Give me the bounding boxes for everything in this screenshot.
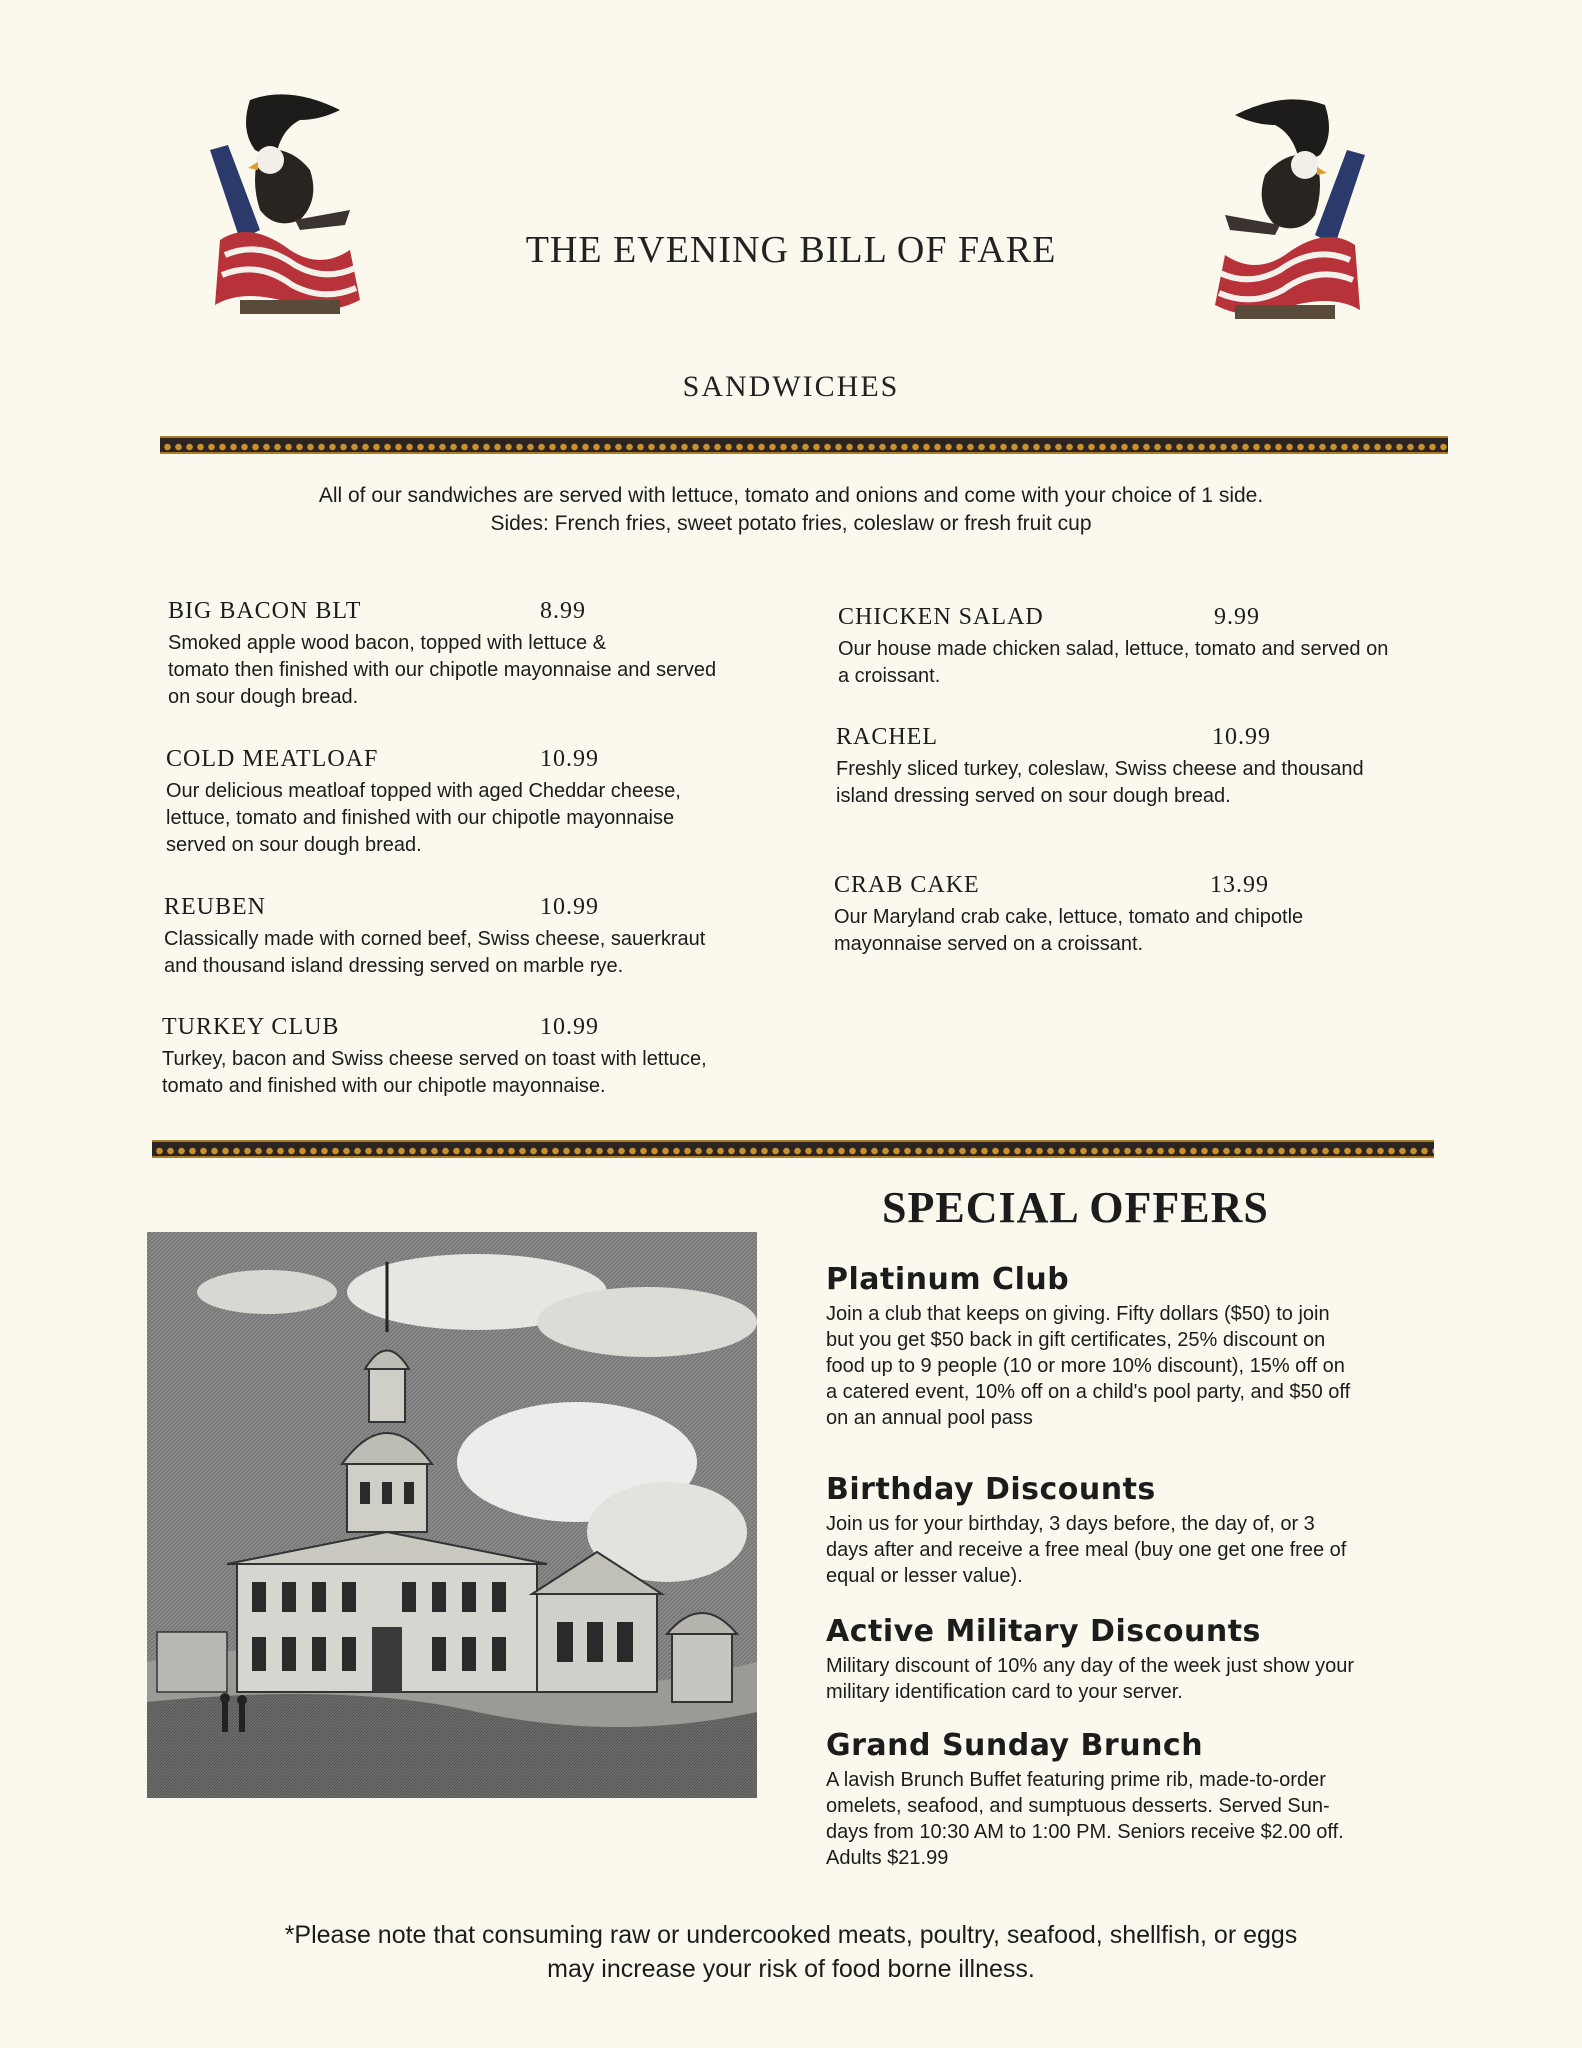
- star-divider-top: [160, 436, 1448, 454]
- intro-line: All of our sandwiches are served with lettuce, tomato and onions and come with your choice of 1 side.: [318, 484, 1264, 507]
- item-price: 10.99: [540, 894, 599, 920]
- menu-item: [162, 1014, 762, 1100]
- offer-desc-line: on an annual pool pass: [826, 1407, 1033, 1429]
- item-desc-line: Smoked apple wood bacon, topped with lettuce &: [168, 632, 607, 654]
- item-name: CHICKEN SALAD: [838, 604, 1044, 630]
- item-desc-line: tomato and finished with our chipotle mayonnaise.: [162, 1075, 606, 1097]
- item-desc-line: Our house made chicken salad, lettuce, tomato and served on: [838, 638, 1389, 660]
- menu-item: [834, 872, 1454, 958]
- offer-desc-line: A lavish Brunch Buffet featuring prime rib, made-to-order: [826, 1769, 1326, 1791]
- eagle-flag-right-icon: [1205, 95, 1375, 325]
- star-divider-bottom: [152, 1140, 1434, 1158]
- sandwich-intro: [0, 482, 1582, 538]
- offer-title: Platinum Club: [826, 1262, 1070, 1297]
- item-price: 9.99: [1214, 604, 1260, 630]
- offer-desc-line: military identification card to your server.: [826, 1681, 1183, 1703]
- offer-desc-line: Military discount of 10% any day of the week just show your: [826, 1655, 1355, 1677]
- offer-desc-line: omelets, seafood, and sumptuous desserts. Served Sun-: [826, 1795, 1330, 1817]
- item-price: 10.99: [1212, 724, 1271, 750]
- item-desc-line: island dressing served on sour dough bread.: [836, 785, 1231, 807]
- offer-desc-line: Join us for your birthday, 3 days before, the day of, or 3: [826, 1513, 1315, 1535]
- item-price: 10.99: [540, 1014, 599, 1040]
- item-name: TURKEY CLUB: [162, 1014, 340, 1040]
- offer-desc-line: Join a club that keeps on giving. Fifty dollars ($50) to join: [826, 1303, 1330, 1325]
- item-desc-line: Freshly sliced turkey, coleslaw, Swiss cheese and thousand: [836, 758, 1364, 780]
- item-desc-line: served on sour dough bread.: [166, 834, 422, 856]
- offer-block: [826, 1262, 1406, 1431]
- item-desc-line: Our Maryland crab cake, lettuce, tomato and chipotle: [834, 906, 1304, 928]
- state-house-engraving-image: [147, 1232, 757, 1798]
- offer-desc-line: but you get $50 back in gift certificates, 25% discount on: [826, 1329, 1326, 1351]
- note-line: *Please note that consuming raw or undercooked meats, poultry, seafood, shellfish, or eggs: [284, 1921, 1298, 1949]
- offer-desc-line: days after and receive a free meal (buy one get one free of: [826, 1539, 1347, 1561]
- food-safety-note: [0, 1918, 1582, 1986]
- offer-desc-line: Adults $21.99: [826, 1847, 949, 1869]
- offer-title: Active Military Discounts: [826, 1614, 1261, 1649]
- offer-block: [826, 1614, 1406, 1705]
- item-desc-line: and thousand island dressing served on marble rye.: [164, 955, 624, 977]
- offer-block: [826, 1728, 1406, 1871]
- item-price: 10.99: [540, 746, 599, 772]
- special-offers-title: SPECIAL OFFERS: [882, 1183, 1269, 1232]
- sides-line: Sides: French fries, sweet potato fries, coleslaw or fresh fruit cup: [490, 512, 1092, 535]
- offer-desc-line: a catered event, 10% off on a child's pool party, and $50 off: [826, 1381, 1351, 1403]
- item-name: COLD MEATLOAF: [166, 746, 379, 772]
- offer-block: [826, 1472, 1406, 1589]
- item-desc-line: mayonnaise served on a croissant.: [834, 933, 1144, 955]
- offer-desc-line: equal or lesser value).: [826, 1565, 1023, 1587]
- item-desc-line: tomato then finished with our chipotle mayonnaise and served: [168, 659, 717, 681]
- menu-item: [166, 746, 766, 859]
- item-desc-line: Turkey, bacon and Swiss cheese served on toast with lettuce,: [162, 1048, 707, 1070]
- item-desc-line: lettuce, tomato and finished with our chipotle mayonnaise: [166, 807, 675, 829]
- item-name: BIG BACON BLT: [168, 598, 362, 624]
- offer-desc-line: days from 10:30 AM to 1:00 PM. Seniors receive $2.00 off.: [826, 1821, 1344, 1843]
- page-title: THE EVENING BILL OF FARE: [525, 229, 1057, 271]
- item-desc-line: Our delicious meatloaf topped with aged Cheddar cheese,: [166, 780, 681, 802]
- item-price: 13.99: [1210, 872, 1269, 898]
- item-desc-line: Classically made with corned beef, Swiss cheese, sauerkraut: [164, 928, 706, 950]
- menu-item: [164, 894, 764, 980]
- item-name: REUBEN: [164, 894, 266, 920]
- menu-item: [836, 724, 1456, 810]
- eagle-flag-left-icon: [200, 90, 370, 320]
- offer-desc-line: food up to 9 people (10 or more 10% discount), 15% off on: [826, 1355, 1345, 1377]
- note-line: may increase your risk of food borne illness.: [547, 1955, 1035, 1983]
- item-desc-line: a croissant.: [838, 665, 941, 687]
- menu-item: [168, 598, 768, 711]
- offer-title: Birthday Discounts: [826, 1472, 1156, 1507]
- item-name: RACHEL: [836, 724, 938, 750]
- offer-title: Grand Sunday Brunch: [826, 1728, 1204, 1763]
- section-title: SANDWICHES: [682, 370, 900, 403]
- item-name: CRAB CAKE: [834, 872, 980, 898]
- item-desc-line: on sour dough bread.: [168, 686, 359, 708]
- item-price: 8.99: [540, 598, 586, 624]
- menu-item: [838, 604, 1458, 690]
